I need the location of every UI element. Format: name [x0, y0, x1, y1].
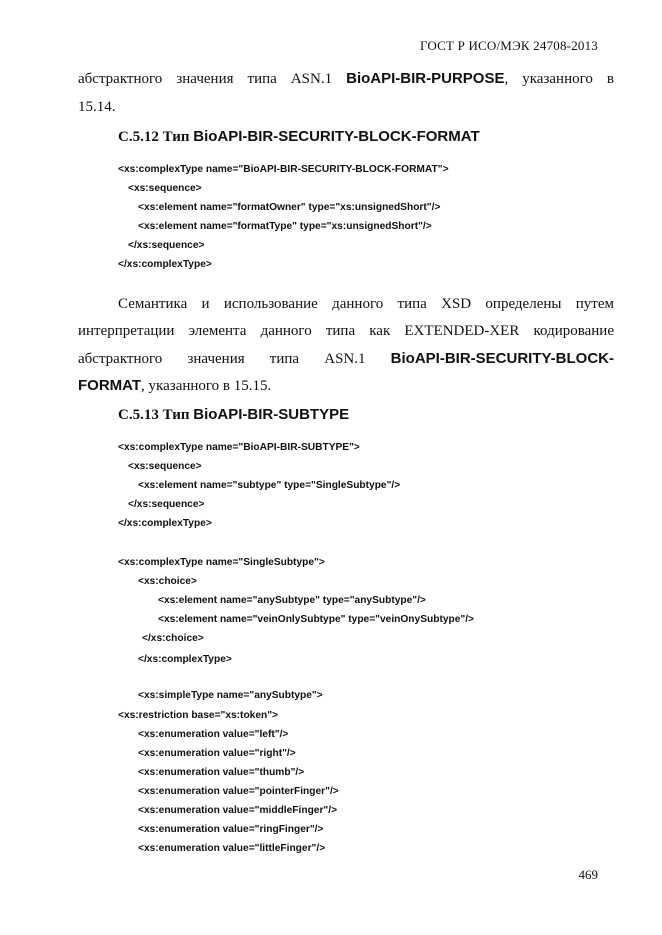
code-line: </xs:complexType>	[118, 518, 212, 529]
section-heading-c5-13	[118, 406, 349, 424]
code-line: <xs:enumeration value="left"/>	[138, 729, 289, 740]
intro-text-2: , указанного в	[504, 71, 614, 87]
code-line: <xs:enumeration value="ringFinger"/>	[138, 824, 324, 835]
code-line: <xs:simpleType name="anySubtype">	[138, 690, 323, 701]
code-line: <xs:element name="formatType" type="xs:unsignedShort"/>	[138, 221, 432, 232]
semantics-text: абстрактного значения типа ASN.1	[78, 351, 391, 367]
semantics-line-1: Семантика и использование данного типа XSD определены путем	[118, 296, 614, 312]
semantics-line-2: интерпретации элемента данного типа как EXTENDED-XER кодирование	[78, 323, 614, 339]
code-line: <xs:complexType name="SingleSubtype">	[118, 557, 325, 568]
section-number-c5-12: C.5.12 Тип	[118, 129, 194, 145]
page-number: 469	[578, 867, 598, 882]
semantics-code-format-end: FORMAT	[78, 377, 142, 394]
semantics-code-format: BioAPI-BIR-SECURITY-BLOCK-	[390, 350, 614, 367]
semantics-line-4	[78, 371, 614, 401]
code-line: <xs:element name="anySubtype" type="anySubtype"/>	[158, 595, 426, 606]
semantics-text-end: , указанного в 15.15.	[141, 378, 272, 394]
intro-paragraph-end: 15.14.	[78, 99, 116, 115]
code-line: <xs:enumeration value="middleFinger"/>	[138, 805, 338, 816]
code-line: </xs:sequence>	[128, 240, 205, 251]
code-line: <xs:enumeration value="pointerFinger"/>	[138, 786, 339, 797]
code-line: <xs:element name="subtype" type="SingleSubtype"/>	[138, 480, 401, 491]
code-line: <xs:enumeration value="littleFinger"/>	[138, 843, 326, 854]
code-line: <xs:complexType name="BioAPI-BIR-SUBTYPE">	[118, 442, 360, 453]
code-line: <xs:choice>	[138, 576, 197, 587]
section-heading-c5-12	[118, 128, 480, 146]
semantics-line-3	[78, 344, 614, 374]
code-line: </xs:sequence>	[128, 499, 205, 510]
code-line: <xs:complexType name="BioAPI-BIR-SECURITY-BLOCK-FORMAT">	[118, 164, 449, 175]
intro-text-1: абстрактного значения типа ASN.1	[78, 71, 347, 87]
intro-paragraph	[78, 64, 614, 94]
code-line: <xs:enumeration value="thumb"/>	[138, 767, 305, 778]
code-line: <xs:sequence>	[128, 183, 202, 194]
code-line: <xs:element name="veinOnlySubtype" type="veinOnySubtype"/>	[158, 614, 474, 625]
code-line: </xs:complexType>	[118, 259, 212, 270]
section-number-c5-13: C.5.13 Тип	[118, 407, 194, 423]
section-type-name-c5-12: BioAPI-BIR-SECURITY-BLOCK-FORMAT	[193, 128, 480, 145]
code-line: <xs:sequence>	[128, 461, 202, 472]
code-line: </xs:complexType>	[138, 654, 232, 665]
intro-code-purpose: BioAPI-BIR-PURPOSE	[346, 70, 505, 87]
code-line: </xs:choice>	[142, 633, 204, 644]
code-line: <xs:element name="formatOwner" type="xs:unsignedShort"/>	[138, 202, 441, 213]
code-line: <xs:enumeration value="right"/>	[138, 748, 296, 759]
code-line: <xs:restriction base="xs:token">	[118, 710, 278, 721]
running-header: ГОСТ Р ИСО/МЭК 24708-2013	[419, 38, 598, 53]
section-type-name-c5-13: BioAPI-BIR-SUBTYPE	[193, 406, 350, 423]
